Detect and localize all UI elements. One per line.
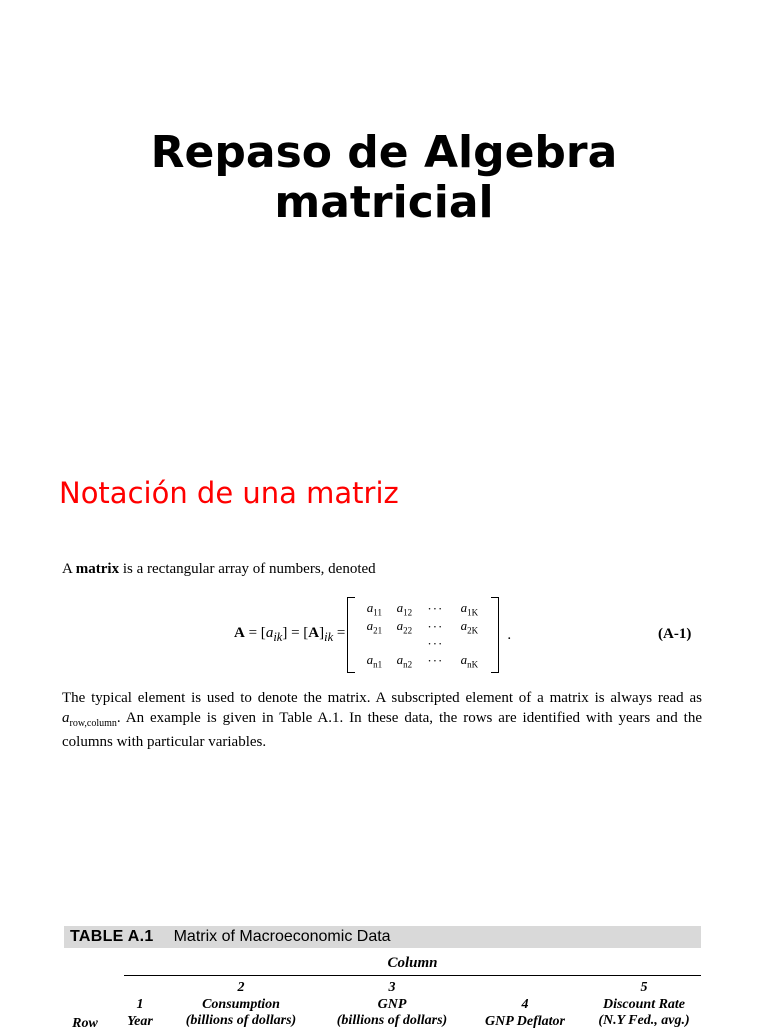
matrix-cell: ··· [427, 636, 444, 651]
slide-title-line-1: Repaso de Algebra [150, 127, 618, 178]
table-caption: Matrix of Macroeconomic Data [173, 928, 391, 945]
element-symbol: a [265, 625, 274, 641]
table-column-header-line: (billions of dollars) [185, 1013, 297, 1028]
table-column-header-line: Consumption [202, 996, 280, 1012]
matrix-cell: ··· [427, 601, 444, 616]
element-subscript: ik [273, 630, 283, 644]
matrix-symbol-a: A [234, 625, 245, 641]
matrix-cell: ··· [427, 619, 444, 634]
right-bracket [491, 597, 499, 673]
table-column-header-line: GNP Deflator [485, 1013, 565, 1029]
equation-lhs [234, 625, 345, 645]
table-column-header-line: Discount Rate [602, 996, 686, 1012]
table-column-header-line: 2 [237, 980, 245, 995]
intro-sentence [62, 561, 376, 578]
matrix-cell: $a_{1K}$ [460, 600, 479, 618]
left-bracket [347, 597, 355, 673]
paragraph-part-2: . An example is given in Table A.1. In these data, the rows are identified with years and the columns with particular variables. [62, 709, 702, 750]
matrix-grid [357, 600, 489, 670]
equation-number: (A-1) [658, 626, 692, 642]
matrix-cell: $a_{nK}$ [460, 652, 479, 670]
table-column-header-line: Year [127, 1013, 153, 1029]
matrix-cell: $a_{22}$ [396, 618, 413, 636]
table-column-header [64, 1016, 106, 1033]
eq-op-4: = [333, 625, 346, 641]
table-column-header [322, 980, 462, 1030]
table-header-bar [64, 926, 701, 948]
table-column-header-line: 4 [521, 997, 529, 1012]
matrix-symbol-a-2: A [308, 625, 320, 641]
matrix-cell: $a_{12}$ [396, 600, 413, 618]
table-column-rule [124, 975, 701, 976]
table-column-group-title: Column [387, 955, 438, 971]
slide-title [0, 128, 768, 228]
matrix-cell: ··· [427, 653, 444, 668]
eq-op-2: ] = [ [282, 625, 309, 641]
table-column-header [466, 997, 584, 1030]
table-column-header-line: 1 [136, 997, 144, 1012]
table-column-header-line: (N.Y Fed., avg.) [598, 1013, 690, 1028]
intro-pre: A [62, 561, 76, 577]
equation-period: . [507, 626, 512, 643]
table-label: TABLE A.1 [70, 928, 154, 945]
table-column-header-line: Row [72, 1016, 98, 1031]
paragraph-element-subscript: row,column [69, 717, 117, 729]
slide-title-line-2: matricial [274, 177, 494, 228]
table-column-header-line: 5 [640, 980, 648, 995]
explanation-paragraph [62, 689, 702, 753]
table-column-header [170, 980, 312, 1030]
element-subscript-2: ik [324, 630, 334, 644]
intro-post: is a rectangular array of numbers, denoted [119, 561, 376, 577]
table-column-header-line: GNP [377, 996, 407, 1012]
eq-op-1: = [ [244, 625, 266, 641]
matrix-cell: $a_{21}$ [366, 618, 383, 636]
matrix-cell: $a_{2K}$ [460, 618, 479, 636]
paragraph-part-1: The typical element is used to denote the matrix. A subscripted element of a matrix is always read as [62, 690, 702, 706]
matrix-cell: $a_{n1}$ [366, 652, 383, 670]
eq-op-3: ] [319, 625, 325, 641]
intro-bold-term: matrix [75, 561, 120, 577]
slide-subtitle: Notación de una matriz [59, 476, 399, 510]
table-column-header [116, 997, 164, 1030]
matrix-equation [234, 598, 511, 672]
table-column-header [588, 980, 700, 1030]
matrix-cell: $a_{11}$ [366, 600, 382, 618]
table-column-header-line: (billions of dollars) [336, 1013, 448, 1028]
paragraph-element-symbol: a [62, 709, 70, 726]
table-column-header-line: 3 [388, 980, 396, 995]
matrix-cell: $a_{n2}$ [396, 652, 413, 670]
